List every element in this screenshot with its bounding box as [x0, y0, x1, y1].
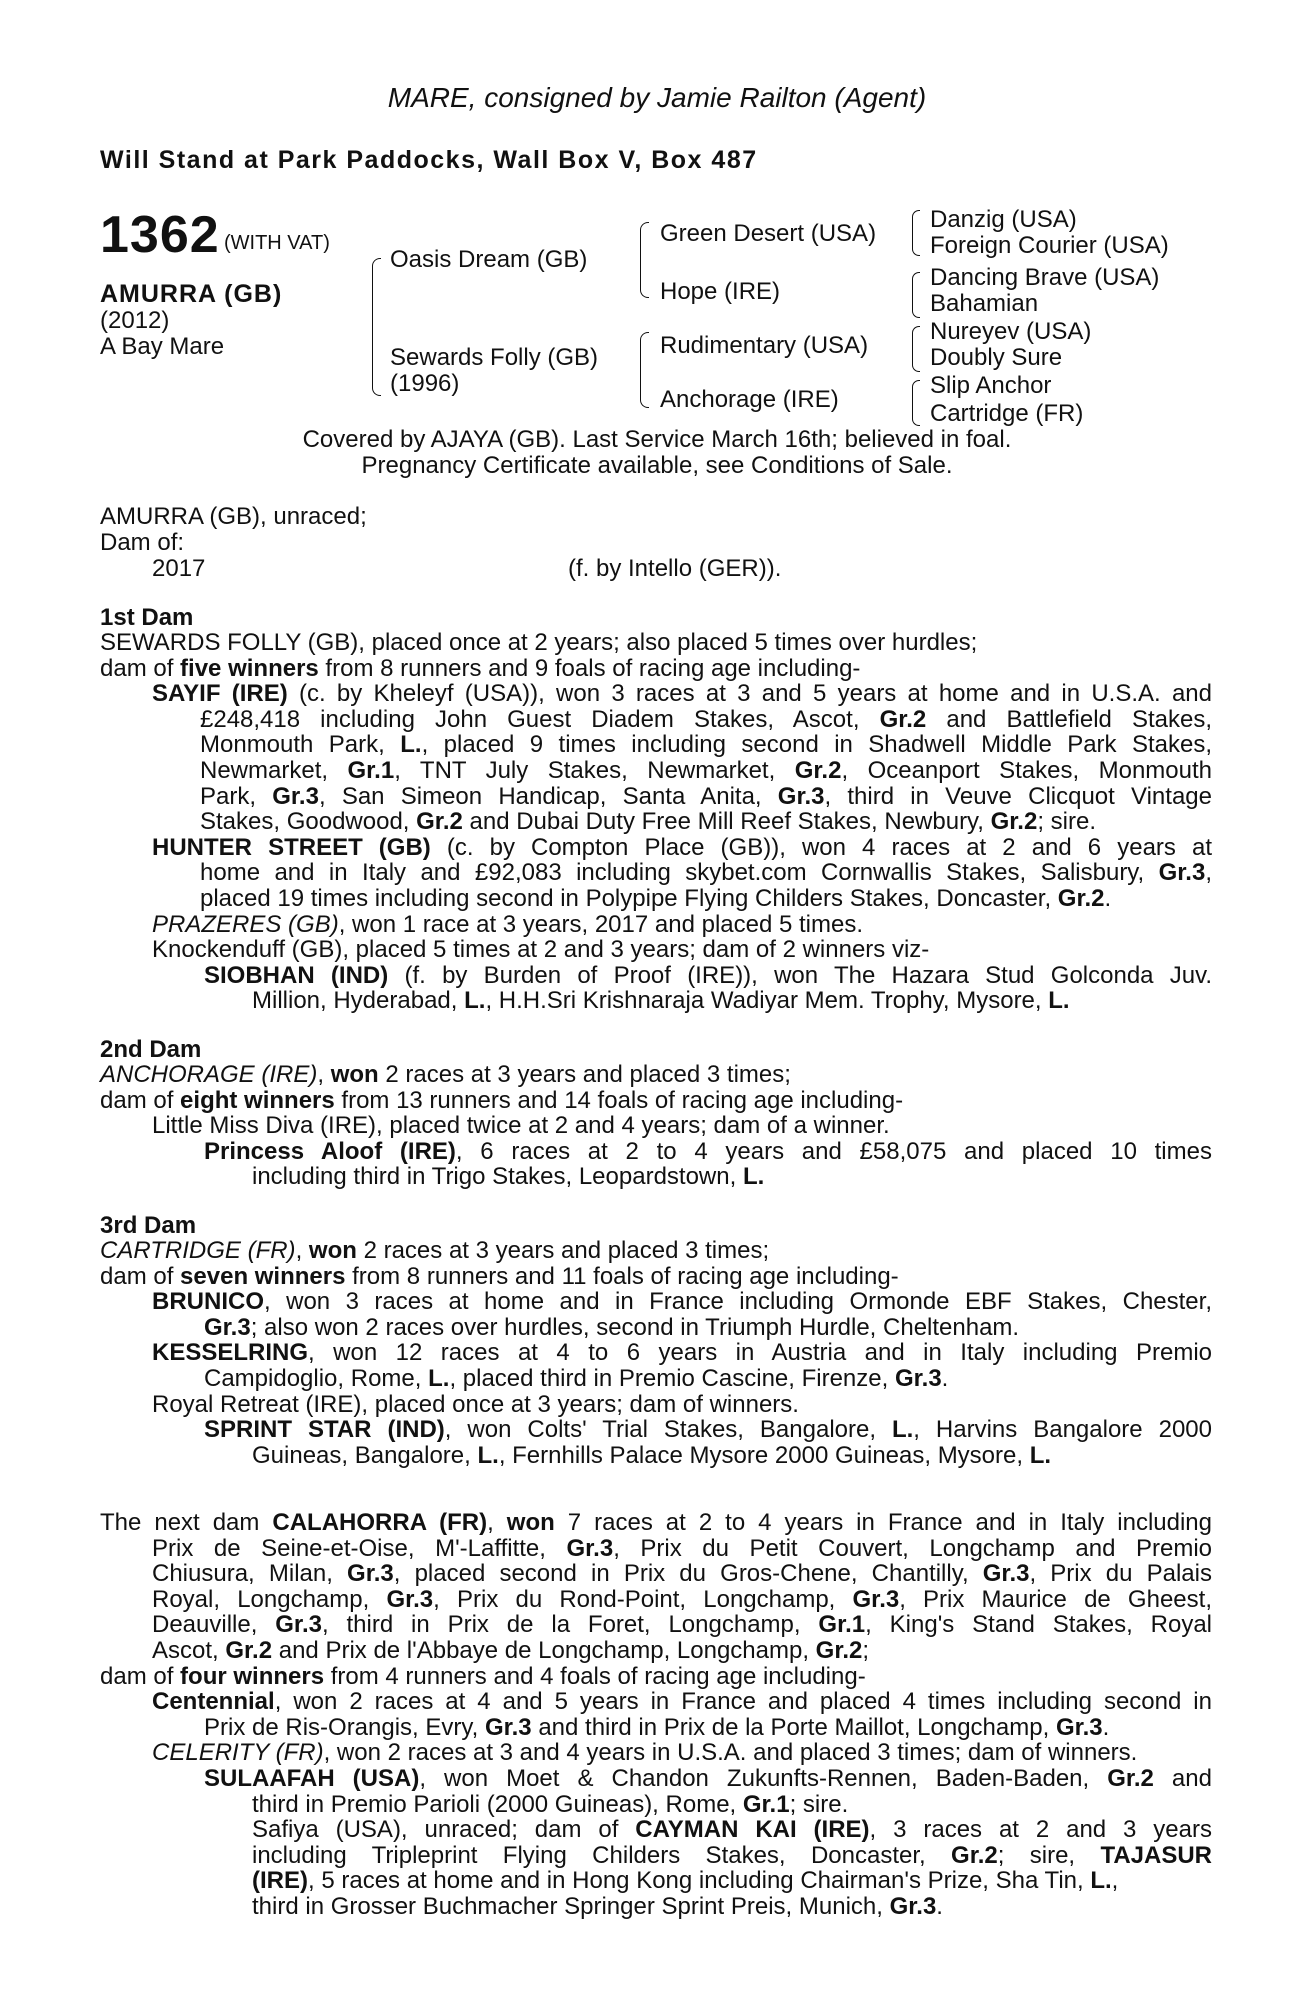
text-line: CELERITY (FR), won 2 races at 3 and 4 years in U.S.A. and placed 3 times; dam of winners. [152, 1739, 1138, 1767]
pedigree-brace-g4 [912, 380, 920, 426]
pedigree-brace-sire [640, 222, 649, 298]
text-line: BRUNICO, won 3 races at home and in France including Ormonde EBF Stakes, Chester, [152, 1288, 1212, 1316]
text-line: dam of seven winners from 8 runners and 11 foals of racing age including- [100, 1262, 899, 1290]
text-line: Stakes, Goodwood, Gr.2 and Dubai Duty Free Mill Reef Stakes, Newbury, Gr.2; sire. [200, 808, 1096, 836]
text-line: placed 19 times including second in Polypipe Flying Childers Stakes, Doncaster, Gr.2. [200, 885, 1112, 912]
text-line: Chiusura, Milan, Gr.3, placed second in Prix du Gros-Chene, Chantilly, Gr.3, Prix du Palais [152, 1560, 1212, 1588]
produce-dam-of: Dam of: [100, 529, 185, 556]
pedigree-g3-5: Nureyev (USA) [930, 318, 1092, 345]
pedigree-dam-year: (1996) [390, 370, 460, 397]
text-line: third in Premio Parioli (2000 Guineas), Rome, Gr.1; sire. [252, 1790, 849, 1818]
produce-foal: (f. by Intello (GER)). [568, 555, 782, 582]
vat-label: (WITH VAT) [224, 232, 330, 254]
text-line: including third in Trigo Stakes, Leopardstown, L. [252, 1163, 765, 1191]
text-line: Royal Retreat (IRE), placed once at 3 years; dam of winners. [152, 1390, 799, 1418]
text-line: Little Miss Diva (IRE), placed twice at 2 and 4 years; dam of a winner. [152, 1112, 890, 1140]
text-line: Campidoglio, Rome, L., placed third in Premio Cascine, Firenze, Gr.3. [204, 1365, 949, 1392]
text-line: PRAZERES (GB), won 1 race at 3 years, 2017 and placed 5 times. [152, 910, 864, 938]
text-line: dam of four winners from 4 runners and 4 foals of racing age including- [100, 1662, 866, 1690]
pedigree-g3-2: Foreign Courier (USA) [930, 232, 1169, 259]
horse-name: AMURRA (GB) [100, 280, 283, 308]
text-line: Princess Aloof (IRE), 6 races at 2 to 4 years and £58,075 and placed 10 times [204, 1137, 1212, 1165]
pedigree-g3-7: Slip Anchor [930, 372, 1052, 399]
first-dam-heading: 1st Dam [100, 604, 194, 631]
text-line: The next dam CALAHORRA (FR), won 7 races at 2 to 4 years in France and in Italy including [100, 1509, 1212, 1536]
consignor-line: MARE, consigned by Jamie Railton (Agent) [387, 82, 927, 113]
text-line: (IRE), 5 races at home and in Hong Kong including Chairman's Prize, Sha Tin, L., [252, 1867, 1119, 1895]
text-line: Guineas, Bangalore, L., Fernhills Palace Mysore 2000 Guineas, Mysore, L. [252, 1441, 1052, 1469]
pedigree-sire-sire: Green Desert (USA) [660, 220, 877, 247]
pedigree-dam-sire: Rudimentary (USA) [660, 332, 869, 359]
text-line: including Tripleprint Flying Childers Stakes, Doncaster, Gr.2; sire, TAJASUR [252, 1841, 1213, 1869]
text-line: Deauville, Gr.3, third in Prix de la Foret, Longchamp, Gr.1, King's Stand Stakes, Royal [152, 1611, 1212, 1639]
horse-year: (2012) [100, 307, 170, 334]
pedigree-g3-8: Cartridge (FR) [930, 400, 1084, 427]
text-line: Centennial, won 2 races at 4 and 5 years in France and placed 4 times including second in [152, 1688, 1212, 1716]
pedigree-brace-main [372, 258, 381, 396]
text-line: third in Grosser Buchmacher Springer Sprint Preis, Munich, Gr.3. [252, 1893, 943, 1920]
pedigree-g3-3: Dancing Brave (USA) [930, 264, 1160, 291]
second-dam-heading: 2nd Dam [100, 1036, 202, 1063]
text-line: ANCHORAGE (IRE), won 2 races at 3 years and placed 3 times; [100, 1061, 791, 1088]
text-line: Gr.3; also won 2 races over hurdles, second in Triumph Hurdle, Cheltenham. [204, 1313, 1020, 1341]
text-line: CARTRIDGE (FR), won 2 races at 3 years and placed 3 times; [100, 1237, 770, 1264]
text-line: £248,418 including John Guest Diadem Stakes, Ascot, Gr.2 and Battlefield Stakes, [200, 705, 1212, 733]
pedigree-g3-1: Danzig (USA) [930, 206, 1077, 233]
pedigree-brace-g1 [912, 210, 920, 256]
pedigree-g3-4: Bahamian [930, 290, 1039, 317]
text-line: KESSELRING, won 12 races at 4 to 6 years in Austria and in Italy including Premio [152, 1339, 1212, 1367]
text-line: Monmouth Park, L., placed 9 times including second in Shadwell Middle Park Stakes, [200, 731, 1213, 759]
third-dam-heading: 3rd Dam [100, 1212, 197, 1239]
pedigree-brace-dam [640, 332, 649, 408]
text-line: HUNTER STREET (GB) (c. by Compton Place (GB)), won 4 races at 2 and 6 years at [152, 833, 1212, 861]
pedigree-brace-g3 [912, 326, 920, 372]
text-line: Prix de Ris-Orangis, Evry, Gr.3 and third in Prix de la Porte Maillot, Longchamp, Gr.3. [204, 1713, 1110, 1741]
produce-intro: AMURRA (GB), unraced; [100, 503, 367, 530]
pedigree-sire: Oasis Dream (GB) [390, 246, 588, 273]
text-line: dam of eight winners from 13 runners and 14 foals of racing age including- [100, 1086, 904, 1114]
pedigree-dam: Sewards Folly (GB) [390, 344, 599, 371]
text-line: SEWARDS FOLLY (GB), placed once at 2 years; also placed 5 times over hurdles; [100, 629, 978, 656]
text-line: Park, Gr.3, San Simeon Handicap, Santa Anita, Gr.3, third in Veuve Clicquot Vintage [200, 782, 1212, 810]
produce-year: 2017 [152, 555, 206, 582]
text-line: Royal, Longchamp, Gr.3, Prix du Rond-Point, Longchamp, Gr.3, Prix Maurice de Gheest, [152, 1585, 1212, 1613]
text-line: SPRINT STAR (IND), won Colts' Trial Stakes, Bangalore, L., Harvins Bangalore 2000 [204, 1416, 1212, 1444]
text-line: SAYIF (IRE) (c. by Kheleyf (USA)), won 3 races at 3 and 5 years at home and in U.S.A. and [152, 680, 1212, 708]
text-line: Newmarket, Gr.1, TNT July Stakes, Newmarket, Gr.2, Oceanport Stakes, Monmouth [200, 757, 1212, 784]
text-line: Prix de Seine-et-Oise, M'-Laffitte, Gr.3, Prix du Petit Couvert, Longchamp and Premio [152, 1534, 1212, 1562]
text-line: Safiya (USA), unraced; dam of CAYMAN KAI (IRE), 3 races at 2 and 3 years [252, 1816, 1212, 1844]
text-line: SULAAFAH (USA), won Moet & Chandon Zukunfts-Rennen, Baden-Baden, Gr.2 and [204, 1765, 1212, 1792]
text-line: dam of five winners from 8 runners and 9 foals of racing age including- [100, 654, 861, 682]
lot-number: 1362 [100, 206, 220, 264]
text-line: home and in Italy and £92,083 including skybet.com Cornwallis Stakes, Salisbury, Gr.3, [200, 859, 1212, 887]
pedigree-sire-dam: Hope (IRE) [660, 278, 781, 305]
pedigree-brace-g2 [912, 272, 920, 318]
text-line: Knockenduff (GB), placed 5 times at 2 and 3 years; dam of 2 winners viz- [152, 936, 930, 964]
text-line: Million, Hyderabad, L., H.H.Sri Krishnaraja Wadiyar Mem. Trophy, Mysore, L. [252, 987, 1070, 1015]
covered-line: Covered by AJAYA (GB). Last Service March 16th; believed in foal. [302, 426, 1012, 453]
pedigree-g3-6: Doubly Sure [930, 344, 1063, 371]
stand-location: Will Stand at Park Paddocks, Wall Box V, Box 487 [100, 146, 758, 174]
pregnancy-line: Pregnancy Certificate available, see Conditions of Sale. [361, 452, 953, 479]
text-line: SIOBHAN (IND) (f. by Burden of Proof (IRE)), won The Hazara Stud Golconda Juv. [204, 961, 1213, 989]
horse-description: A Bay Mare [100, 333, 225, 360]
pedigree-dam-dam: Anchorage (IRE) [660, 386, 839, 413]
text-line: Ascot, Gr.2 and Prix de l'Abbaye de Longchamp, Longchamp, Gr.2; [152, 1637, 870, 1664]
